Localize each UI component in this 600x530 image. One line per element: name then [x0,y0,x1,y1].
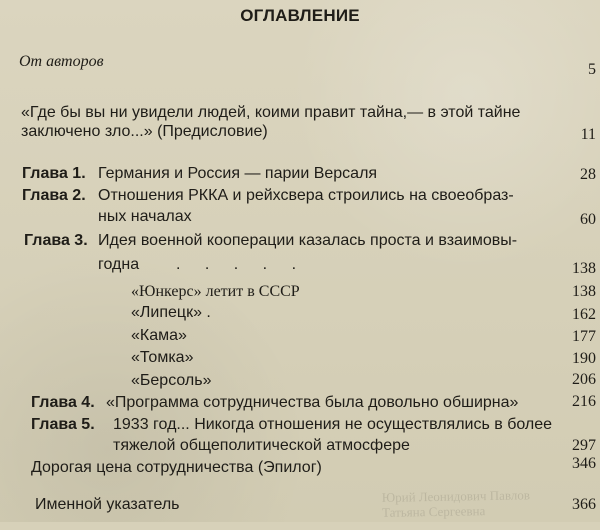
subentry-lipetsk-page: 162 [572,306,596,323]
chapter-2-page: 60 [580,211,596,228]
chapter-4-label: Глава 4. [31,394,95,411]
bleed-through-line-1: Юрий Леонидович Павлов [381,487,531,505]
subentry-junkers: «Юнкерс» летит в СССР [131,283,300,300]
chapter-5-label: Глава 5. [31,416,95,433]
subentry-bersol-page: 206 [572,371,596,388]
from-authors-entry: От авторов [19,53,104,70]
page-title: ОГЛАВЛЕНИЕ [240,6,360,25]
subentry-kama: «Кама» [131,327,187,344]
chapter-3-line-1: Идея военной кооперации казалась проста и взаимовы- [98,232,518,249]
subentry-junkers-page: 138 [572,283,596,300]
subentry-kama-page: 177 [572,328,596,345]
chapter-2-line-1: Отношения РККА и рейхсвера строились на своеобраз- [98,187,514,204]
subentry-bersol: «Берсоль» [131,372,212,389]
chapter-2-line-2: ных началах [98,208,192,225]
chapter-5-line-1: 1933 год... Никогда отношения не осуществлялись в более [113,416,553,433]
chapter-4-title: «Программа сотрудничества была довольно обширна» [106,394,519,411]
chapter-1-title: Германия и Россия — парии Версаля [98,165,378,182]
epilogue-page: 346 [572,455,596,472]
preface-page: 11 [580,126,596,143]
preface-line-2: заключено зло...» (Предисловие) [21,123,268,140]
epilogue-entry: Дорогая цена сотрудничества (Эпилог) [31,459,322,476]
from-authors-page: 5 [588,61,596,78]
chapter-3-label: Глава 3. [24,232,88,249]
name-index-page: 366 [572,496,596,513]
chapter-5-line-2: тяжелой общеполитической атмосфере [113,437,410,454]
subentry-lipetsk: «Липецк» . [131,304,211,321]
bleed-through-line-2: Татьяна Сергеевна [381,503,486,520]
chapter-2-label: Глава 2. [22,187,86,204]
chapter-5-page: 297 [572,437,596,454]
chapter-4-page: 216 [572,393,596,410]
chapter-1-label: Глава 1. [22,165,86,182]
chapter-3-line-2: годна [98,256,140,273]
chapter-3-dots: . . . . . [176,256,307,273]
preface-line-1: «Где бы вы ни увидели людей, коими правит тайна,— в этой тайне [21,104,521,121]
chapter-3-page: 138 [572,260,596,277]
subentry-tomka-page: 190 [572,350,596,367]
name-index-entry: Именной указатель [35,496,180,513]
chapter-1-page: 28 [580,166,596,183]
subentry-tomka: «Томка» [131,349,194,366]
